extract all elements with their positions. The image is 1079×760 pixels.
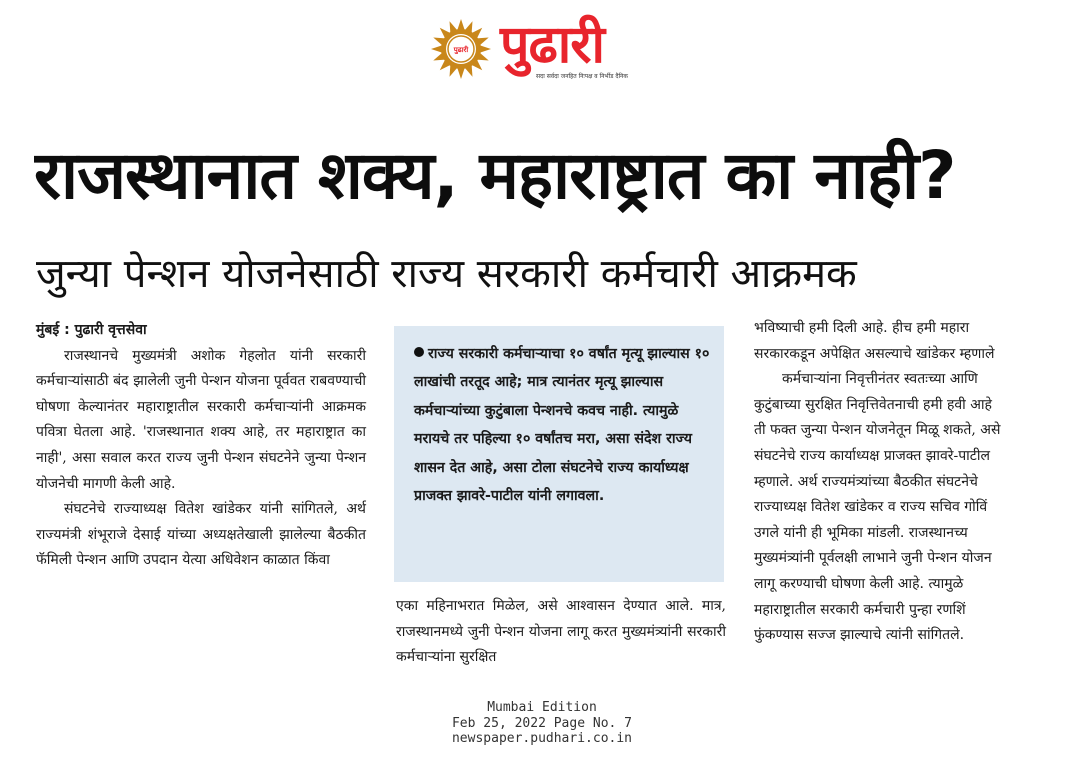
- column-line: कुटुंबाच्या सुरक्षित निवृत्तिवेतनाची हमी हवी आहे: [754, 396, 992, 413]
- article-column-2: [396, 594, 726, 671]
- subheadline: जुन्या पेन्शन योजनेसाठी राज्य सरकारी कर्मचारी आक्रमक: [36, 251, 857, 297]
- seal-ray: [457, 19, 465, 30]
- seal-ray: [431, 45, 442, 53]
- column-line: संघटनेचे राज्य कार्याध्यक्ष प्राजक्त झावरे-पाटील: [754, 447, 990, 464]
- paragraph: संघटनेचे राज्याध्यक्ष वितेश खांडेकर यांनी सांगितले, अर्थ राज्यमंत्री शंभूराजे देसाई यांच्या अध्यक्षतेखाली झालेल्या बैठकीत फॅमिली पेन्शन आणि उपदान येत्या अधिवेशन काळात किंवा: [36, 501, 366, 569]
- bullet-icon: [414, 347, 424, 357]
- column-line: लागू करण्याची घोषणा केली आहे. त्यामुळे: [754, 575, 964, 592]
- column-line: कर्मचाऱ्यांना निवृत्तीनंतर स्वतःच्या आणि: [782, 371, 978, 388]
- pullquote-box: [394, 326, 724, 582]
- edition-name: Mumbai Edition: [487, 700, 597, 715]
- article-column-1: [36, 318, 366, 574]
- seal-text: पुढारी: [453, 46, 469, 54]
- column-line: उगले यांनी ही भूमिका मांडली. राजस्थानच्य: [754, 524, 968, 541]
- paragraph: एका महिनाभरात मिळेल, असे आश्वासन देण्यात आले. मात्र, राजस्थानमध्ये जुनी पेन्शन योजना लागू करत मुख्यमंत्र्यांनी सरकारी कर्मचाऱ्यांना सुरक्षित: [396, 598, 726, 666]
- pullquote-text: राज्य सरकारी कर्मचाऱ्याचा १० वर्षांत मृत्यू झाल्यास १० लाखांची तरतूद आहे; मात्र त्यानंतर मृत्यू झाल्यास कर्मचाऱ्यांच्या कुटुंबाला पेन्शनचे कवच नाही. त्यामुळे मरायचे तर पहिल्या १० वर्षांतच मरा, असा संदेश राज्य शासन देत आहे, असा टोला संघटनेचे राज्य कार्याध्यक्ष प्राजक्त झावरे-पाटील यांनी लगावला.: [414, 346, 710, 505]
- edition-date: Feb 25, 2022 Page No. 7: [451, 715, 632, 731]
- column-line: फुंकण्यास सज्ज झाल्याचे त्यांनी सांगितले.: [754, 627, 965, 644]
- column-line: भविष्याची हमी दिली आहे. हीच हमी महारा: [754, 320, 970, 336]
- column-line: ती फक्त जुन्या पेन्शन योजनेतून मिळू शकते, असे: [754, 422, 1001, 439]
- masthead-wordmark: पुढारी: [500, 15, 605, 75]
- dateline: मुंबई : पुढारी वृत्तसेवा: [36, 322, 147, 338]
- column-line: महाराष्ट्रातील सरकारी कर्मचारी पुन्हा रणशिं: [754, 601, 966, 618]
- edition-info: [400, 700, 684, 747]
- column-line: म्हणाले. अर्थ राज्यमंत्र्यांच्या बैठकीत संघटनेचे: [754, 473, 978, 490]
- seal-ray: [480, 45, 491, 53]
- column-line: सरकारकडून अपेक्षित असल्याचे खांडेकर म्हणाले: [754, 345, 995, 362]
- article-column-3: [754, 316, 1079, 681]
- edition-url: newspaper.pudhari.co.in: [451, 731, 632, 746]
- seal-ray: [457, 68, 465, 79]
- headline: राजस्थानात शक्य, महाराष्ट्रात का नाही?: [34, 137, 956, 214]
- sun-seal-icon: [430, 18, 492, 80]
- paragraph: राजस्थानचे मुख्यमंत्री अशोक गेहलोत यांनी सरकारी कर्मचाऱ्यांसाठी बंद झालेली जुनी पेन्शन योजना पूर्ववत राबवण्याची घोषणा केल्यानंतर महाराष्ट्रातील सरकारी कर्मचाऱ्यांनी आक्रमक पवित्रा घेतला आहे. 'राजस्थानात शक्य आहे, तर महाराष्ट्रात का नाही', असा सवाल करत राज्य जुनी पेन्शन संघटनेने जुन्या पेन्शन योजनेची मागणी केली आहे.: [36, 347, 366, 492]
- masthead-tagline: सदा सर्वदा जनहित निःपक्ष व निर्भीड दैनिक: [536, 73, 628, 80]
- column-line: राज्याध्यक्ष वितेश खांडेकर व राज्य सचिव गोविं: [754, 499, 988, 516]
- column-line: मुख्यमंत्र्यांनी पूर्वलक्षी लाभाने जुनी पेन्शन योजन: [754, 550, 992, 567]
